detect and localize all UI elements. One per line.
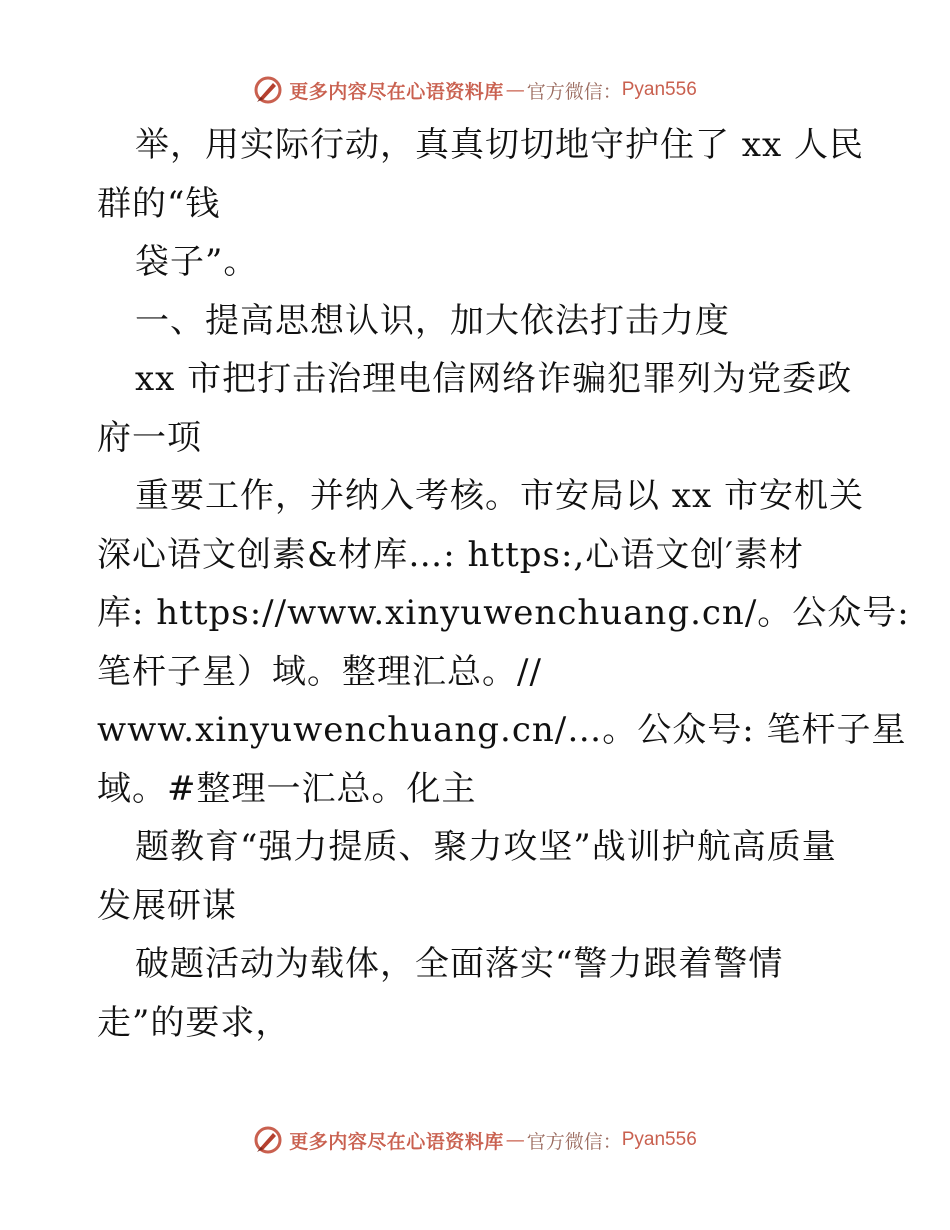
banner-wechat-label: 官方微信： — [526, 1130, 622, 1153]
text-line: 题教育“强力提质、聚力攻坚”战训护航高质量 — [135, 827, 837, 867]
banner-wechat-label: 官方微信： — [526, 80, 622, 103]
text-line: 府一项 — [97, 417, 202, 458]
banner-title: 更多内容尽在心语资料库 — [289, 1130, 504, 1153]
text-line: 笔杆子星）域。整理汇总。// — [97, 651, 542, 692]
text-line: 走”的要求， — [97, 1002, 291, 1043]
document-body — [97, 116, 910, 1052]
brand-logo-icon — [253, 1125, 283, 1155]
text-line: 库: https://www.xinyuwenchuang.cn/。公众号: — [97, 593, 910, 633]
text-line: xx 市把打击治理电信网络诈骗犯罪列为党委政 — [135, 359, 853, 399]
text-line: 举，用实际行动，真真切切地守护住了 xx 人民 — [135, 125, 864, 165]
banner-title: 更多内容尽在心语资料库 — [289, 80, 504, 103]
text-line: 袋子”。 — [135, 242, 259, 282]
text-line: 发展研谋 — [97, 885, 237, 926]
text-line: 重要工作，并纳入考核。市安局以 xx 市安机关 — [135, 476, 864, 516]
text-line: 一、提高思想认识，加大依法打击力度 — [135, 300, 730, 341]
footer-banner — [0, 1120, 950, 1160]
banner-wechat-id: Pyan556 — [621, 79, 697, 100]
banner-wechat-id: Pyan556 — [621, 1129, 697, 1150]
text-line: 破题活动为载体，全面落实“警力跟着警情 — [135, 944, 784, 984]
text-line: www.xinyuwenchuang.cn/…。公众号: 笔杆子星 — [97, 710, 907, 750]
header-banner — [0, 70, 950, 110]
brand-logo-icon — [253, 75, 283, 105]
banner-dash: — — [505, 1129, 525, 1151]
banner-dash: — — [505, 79, 525, 101]
text-line: 群的“钱 — [97, 183, 221, 224]
text-line: 深心语文创素&材库…: https:,心语文创′素材 — [97, 534, 804, 575]
text-line: 域。#整理一汇总。化主 — [97, 768, 477, 809]
